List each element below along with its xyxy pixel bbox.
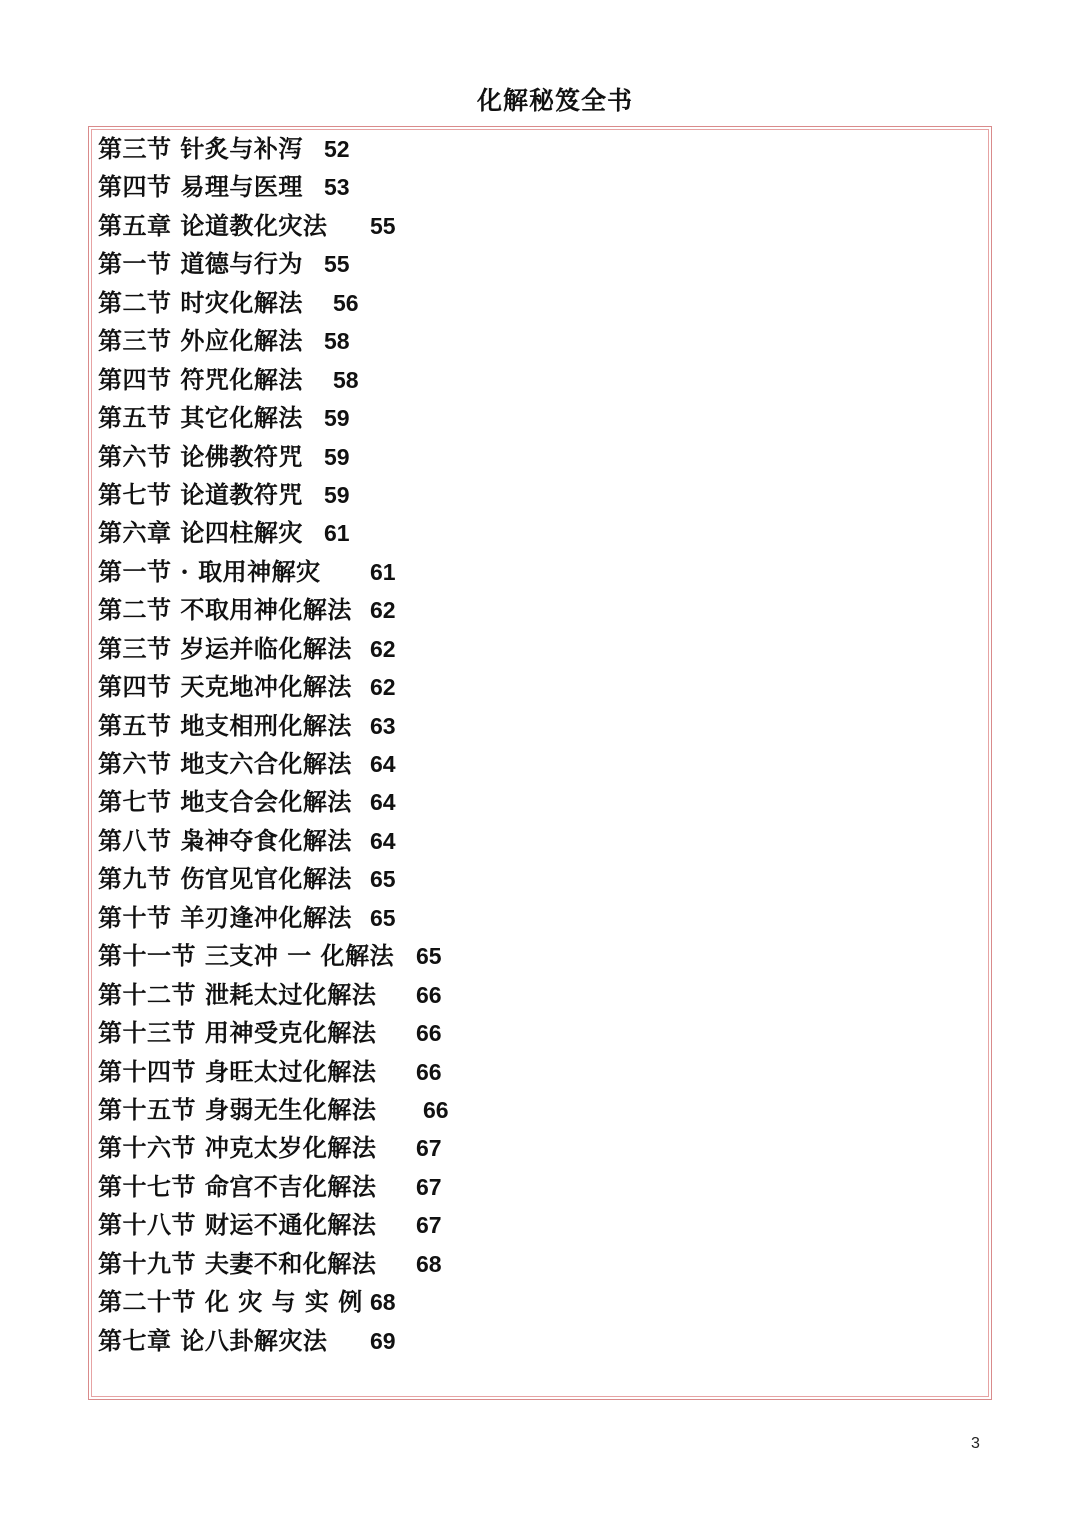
toc-entry-page-number: 64 [370,789,396,816]
toc-entry-page-number: 59 [324,481,350,508]
toc-entry [98,1053,958,1091]
toc-entry [98,1091,958,1129]
toc-entry-title: 第一节 道德与行为 [98,249,303,279]
toc-entry [98,860,958,898]
toc-entry-title: 第四节 天克地冲化解法 [98,672,352,702]
toc-entry-page-number: 58 [324,328,350,355]
toc-entry-title: 第九节 伤官见官化解法 [98,864,352,894]
toc-entry-page-number: 52 [324,136,350,162]
toc-entry-page-number: 65 [416,943,442,970]
toc-entry [98,976,958,1014]
toc-entry-title: 第六节 论佛教符咒 [98,441,303,471]
toc-entry-title: 第十节 羊刃逢冲化解法 [98,902,352,932]
toc-entry [98,322,958,360]
toc-entry-title: 第一节 · 取用神解灾 [98,556,321,586]
toc-entry-page-number: 61 [370,558,396,585]
toc-entry-title: 第三节 外应化解法 [98,326,303,356]
toc-entry [98,130,958,168]
toc-entry [98,1283,958,1321]
toc-entry-title: 第四节 符咒化解法 [98,364,303,394]
toc-entry-title: 第五章 论道教化灾法 [98,210,328,240]
toc-entry-page-number: 64 [370,751,396,777]
toc-entry-page-number: 56 [333,289,359,316]
toc-entry [98,207,958,245]
page-number: 3 [971,1435,980,1452]
page-header-title: 化解秘笈全书 [476,86,633,115]
toc-entry-title: 第二节 不取用神化解法 [98,595,352,625]
toc-entry-title: 第四节 易理与医理 [98,172,303,202]
toc-entry-page-number: 55 [370,212,396,239]
toc-entry-page-number: 68 [370,1289,396,1316]
toc-entry [98,438,958,476]
toc-entry [98,1322,958,1360]
toc-entry-page-number: 66 [423,1096,449,1123]
toc-entry [98,284,958,322]
toc-entry [98,668,958,706]
toc-entry [98,937,958,975]
toc-entry-page-number: 66 [416,1058,442,1085]
toc-entry-page-number: 63 [370,712,396,739]
toc-entry-page-number: 65 [370,866,396,893]
toc-entry [98,476,958,514]
toc-entry-page-number: 69 [370,1327,396,1354]
toc-entry-title: 第三节 针炙与补泻 [98,134,303,163]
toc-entry [98,783,958,821]
toc-entry-page-number: 62 [370,597,396,624]
toc-entry-page-number: 62 [370,674,396,701]
toc-entry-title: 第十九节 夫妻不和化解法 [98,1248,377,1278]
toc-entry [98,591,958,629]
toc-entry-page-number: 55 [324,251,350,278]
toc-entry-page-number: 64 [370,827,396,854]
toc-entry [98,361,958,399]
toc-entry [98,514,958,552]
toc-entry-page-number: 65 [370,904,396,931]
toc-entry-title: 第十二节 泄耗太过化解法 [98,979,377,1009]
toc-entry-title: 第六节 地支六合化解法 [98,749,352,778]
toc-entry-title: 第十一节 三支冲 一 化解法 [98,941,395,971]
toc-entry-page-number: 58 [333,366,359,393]
toc-entry-title: 第七节 地支合会化解法 [98,787,352,817]
toc-entry [98,399,958,437]
toc-entry-page-number: 61 [324,520,350,547]
toc-entry-title: 第三节 岁运并临化解法 [98,633,352,663]
toc-entry [98,1129,958,1167]
toc-entry-title: 第八节 枭神夺食化解法 [98,825,352,855]
toc-entry-title: 第十八节 财运不通化解法 [98,1210,377,1240]
toc-entry [98,707,958,745]
toc-entry [98,822,958,860]
toc-entry-page-number: 66 [416,1020,442,1047]
toc-entry [98,1206,958,1244]
toc-entry-page-number: 53 [324,174,350,201]
toc-entry-page-number: 68 [416,1250,442,1277]
toc-entry-page-number: 66 [416,981,442,1008]
toc-entry-title: 第二节 时灾化解法 [98,287,303,317]
toc-entry-title: 第二十节 化 灾 与 实 例 [98,1287,363,1317]
toc-entry-title: 第七节 论道教符咒 [98,479,303,509]
toc-entry [98,245,958,283]
toc-entry [98,168,958,206]
toc-entry [98,899,958,937]
toc-entry-title: 第五节 地支相刑化解法 [98,710,352,740]
toc-entry-title: 第十五节 身弱无生化解法 [98,1094,377,1124]
toc-entry-page-number: 67 [416,1173,442,1200]
toc-entry [98,1168,958,1206]
toc-entry [98,553,958,591]
toc-entry [98,1245,958,1283]
toc-entry-page-number: 67 [416,1212,442,1239]
toc-entry [98,745,958,783]
toc-entry-title: 第五节 其它化解法 [98,403,303,433]
toc-entry-title: 第六章 论四柱解灾 [98,518,303,548]
toc-entry-page-number: 59 [324,443,350,470]
toc-entry-title: 第十六节 冲克太岁化解法 [98,1133,377,1163]
table-of-contents [98,130,958,1360]
toc-entry-page-number: 62 [370,635,396,662]
toc-entry-title: 第七章 论八卦解灾法 [98,1325,328,1355]
toc-entry [98,630,958,668]
toc-entry-page-number: 59 [324,405,350,432]
toc-entry [98,1014,958,1052]
toc-entry-title: 第十四节 身旺太过化解法 [98,1056,377,1086]
toc-entry-title: 第十七节 命宫不吉化解法 [98,1171,377,1201]
toc-entry-title: 第十三节 用神受克化解法 [98,1018,377,1048]
toc-entry-page-number: 67 [416,1135,442,1162]
